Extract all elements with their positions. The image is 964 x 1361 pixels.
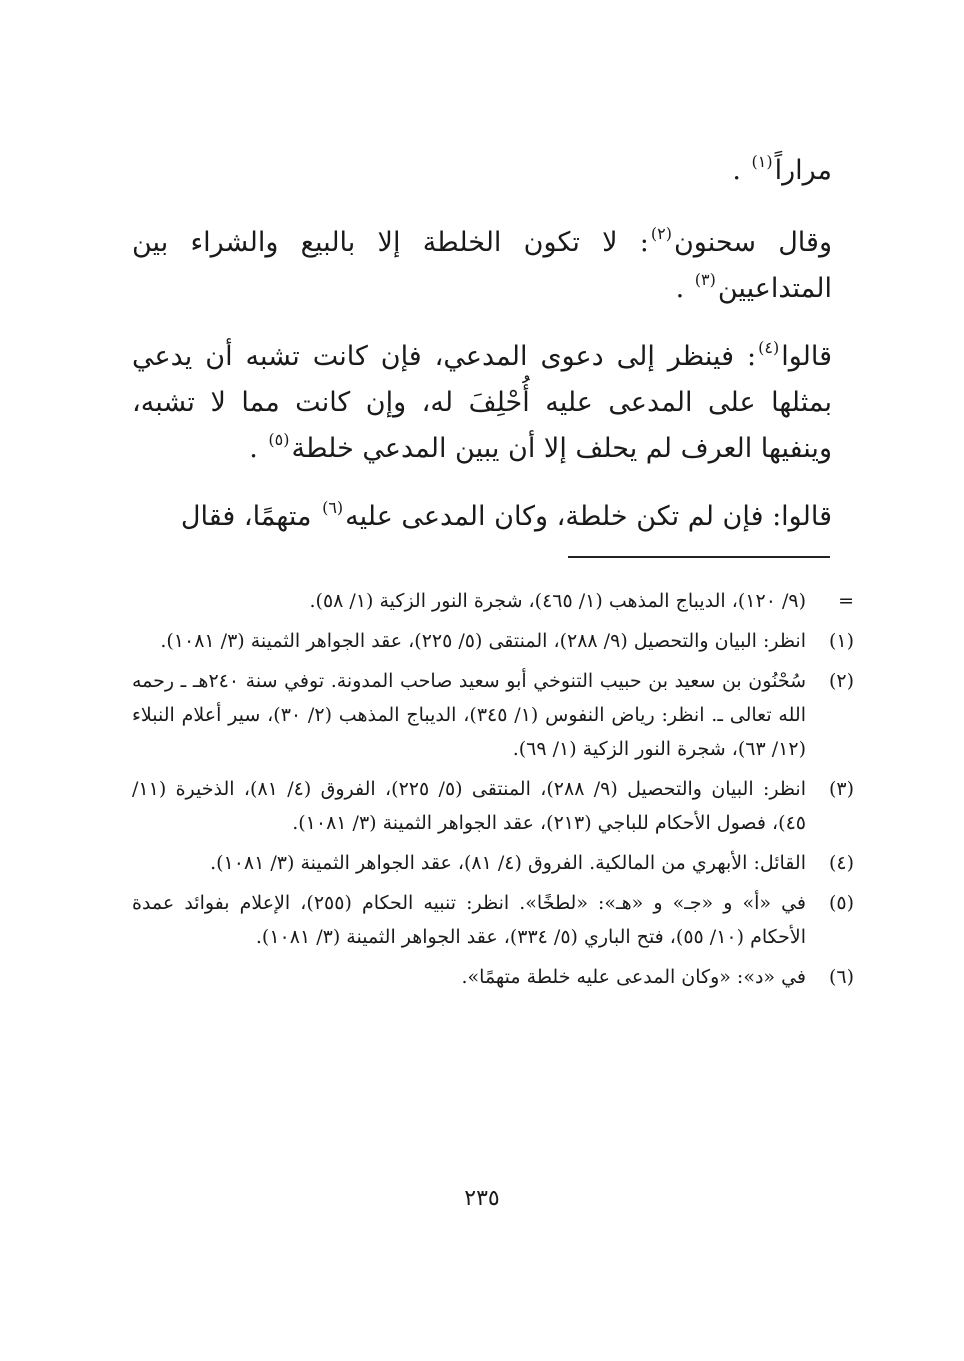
footnote-number: (٣) <box>828 778 854 800</box>
footnote-text: في «د»: «وكان المدعى عليه خلطة متهمًا». <box>461 966 806 988</box>
footnote-ref-6[interactable]: (٦) <box>322 498 344 517</box>
footnote-ref-4[interactable]: (٤) <box>758 338 780 357</box>
footnote-3 <box>132 772 854 840</box>
footnote-number: (١) <box>828 630 854 652</box>
paragraph-4 <box>132 494 832 540</box>
paragraph-2 <box>132 220 832 312</box>
footnote-ref-2[interactable]: (٢) <box>650 224 672 243</box>
paragraph-end: . <box>675 273 693 304</box>
footnote-text: انظر: البيان والتحصيل (٩/ ٢٨٨)، المنتقى (٥/ ٢٢٥)، عقد الجواهر الثمينة (٣/ ١٠٨١). <box>160 630 806 652</box>
footnote-number: (٤) <box>828 852 854 874</box>
footnote-number: (٦) <box>828 966 854 988</box>
footnote-5 <box>132 886 854 954</box>
paragraph-text: : فينظر إلى دعوى المدعي، فإن كانت تشبه أن يدعي بمثلها على المدعى عليه أُحْلِفَ له، وإن كانت مما لا تشبه، وينفيها العرف لم يحلف إلا أن يبين المدعي خلطة <box>132 341 832 464</box>
paragraph-text: قالوا <box>781 341 832 372</box>
footnote-1 <box>132 624 854 658</box>
footnotes <box>132 584 854 1000</box>
paragraph-end: . <box>732 155 750 186</box>
paragraph-text: مراراً <box>774 155 832 186</box>
paragraph-3 <box>132 334 832 472</box>
footnote-text: انظر: البيان والتحصيل (٩/ ٢٨٨)، المنتقى (٥/ ٢٢٥)، الفروق (٤/ ٨١)، الذخيرة (١١/ ٤٥)، فصول الأحكام للباجي (٢١٣)، عقد الجواهر الثمينة (٣/ ١٠٨١). <box>132 778 806 834</box>
footnote-ref-1[interactable]: (١) <box>751 152 773 171</box>
footnote-continuation <box>132 584 854 618</box>
footnote-4 <box>132 846 854 880</box>
footnote-number: (٥) <box>828 892 854 914</box>
paragraph-1 <box>132 148 832 194</box>
footnote-text: (٩/ ١٢٠)، الديباج المذهب (١/ ٤٦٥)، شجرة النور الزكية (١/ ٥٨). <box>309 590 806 612</box>
footnote-separator <box>568 556 830 558</box>
footnote-number: (٢) <box>828 670 854 692</box>
paragraph-end: . <box>249 433 267 464</box>
footnote-2 <box>132 664 854 766</box>
paragraph-text: وقال سحنون <box>673 227 832 258</box>
main-text <box>132 148 832 562</box>
footnote-ref-3[interactable]: (٣) <box>694 270 716 289</box>
footnote-6 <box>132 960 854 994</box>
paragraph-text: متهمًا، فقال <box>180 501 321 532</box>
paragraph-text: قالوا: فإن لم تكن خلطة، وكان المدعى عليه <box>345 501 832 532</box>
footnote-number: = <box>838 590 854 612</box>
page-number: ٢٣٥ <box>464 1186 500 1211</box>
footnote-text: في «أ» و «جـ» و «هـ»: «لطخًا». انظر: تنبيه الحكام (٢٥٥)، الإعلام بفوائد عمدة الأحكام (١٠/ ٥٥)، فتح الباري (٥/ ٣٣٤)، عقد الجواهر الثمينة (٣/ ١٠٨١). <box>132 892 806 948</box>
footnote-ref-5[interactable]: (٥) <box>268 430 290 449</box>
footnote-text: سُحْنُون بن سعيد بن حبيب التنوخي أبو سعيد صاحب المدونة. توفي سنة ٢٤٠هـ ـ رحمه الله تعالى ـ. انظر: رياض النفوس (١/ ٣٤٥)، الديباج المذهب (٢/ ٣٠)، سير أعلام النبلاء (١٢/ ٦٣)، شجرة النور الزكية (١/ ٦٩). <box>132 670 806 760</box>
paragraph-text: : لا تكون الخلطة إلا بالبيع والشراء بين المتداعيين <box>132 227 832 304</box>
footnote-text: القائل: الأبهري من المالكية. الفروق (٤/ ٨١)، عقد الجواهر الثمينة (٣/ ١٠٨١). <box>210 852 806 874</box>
